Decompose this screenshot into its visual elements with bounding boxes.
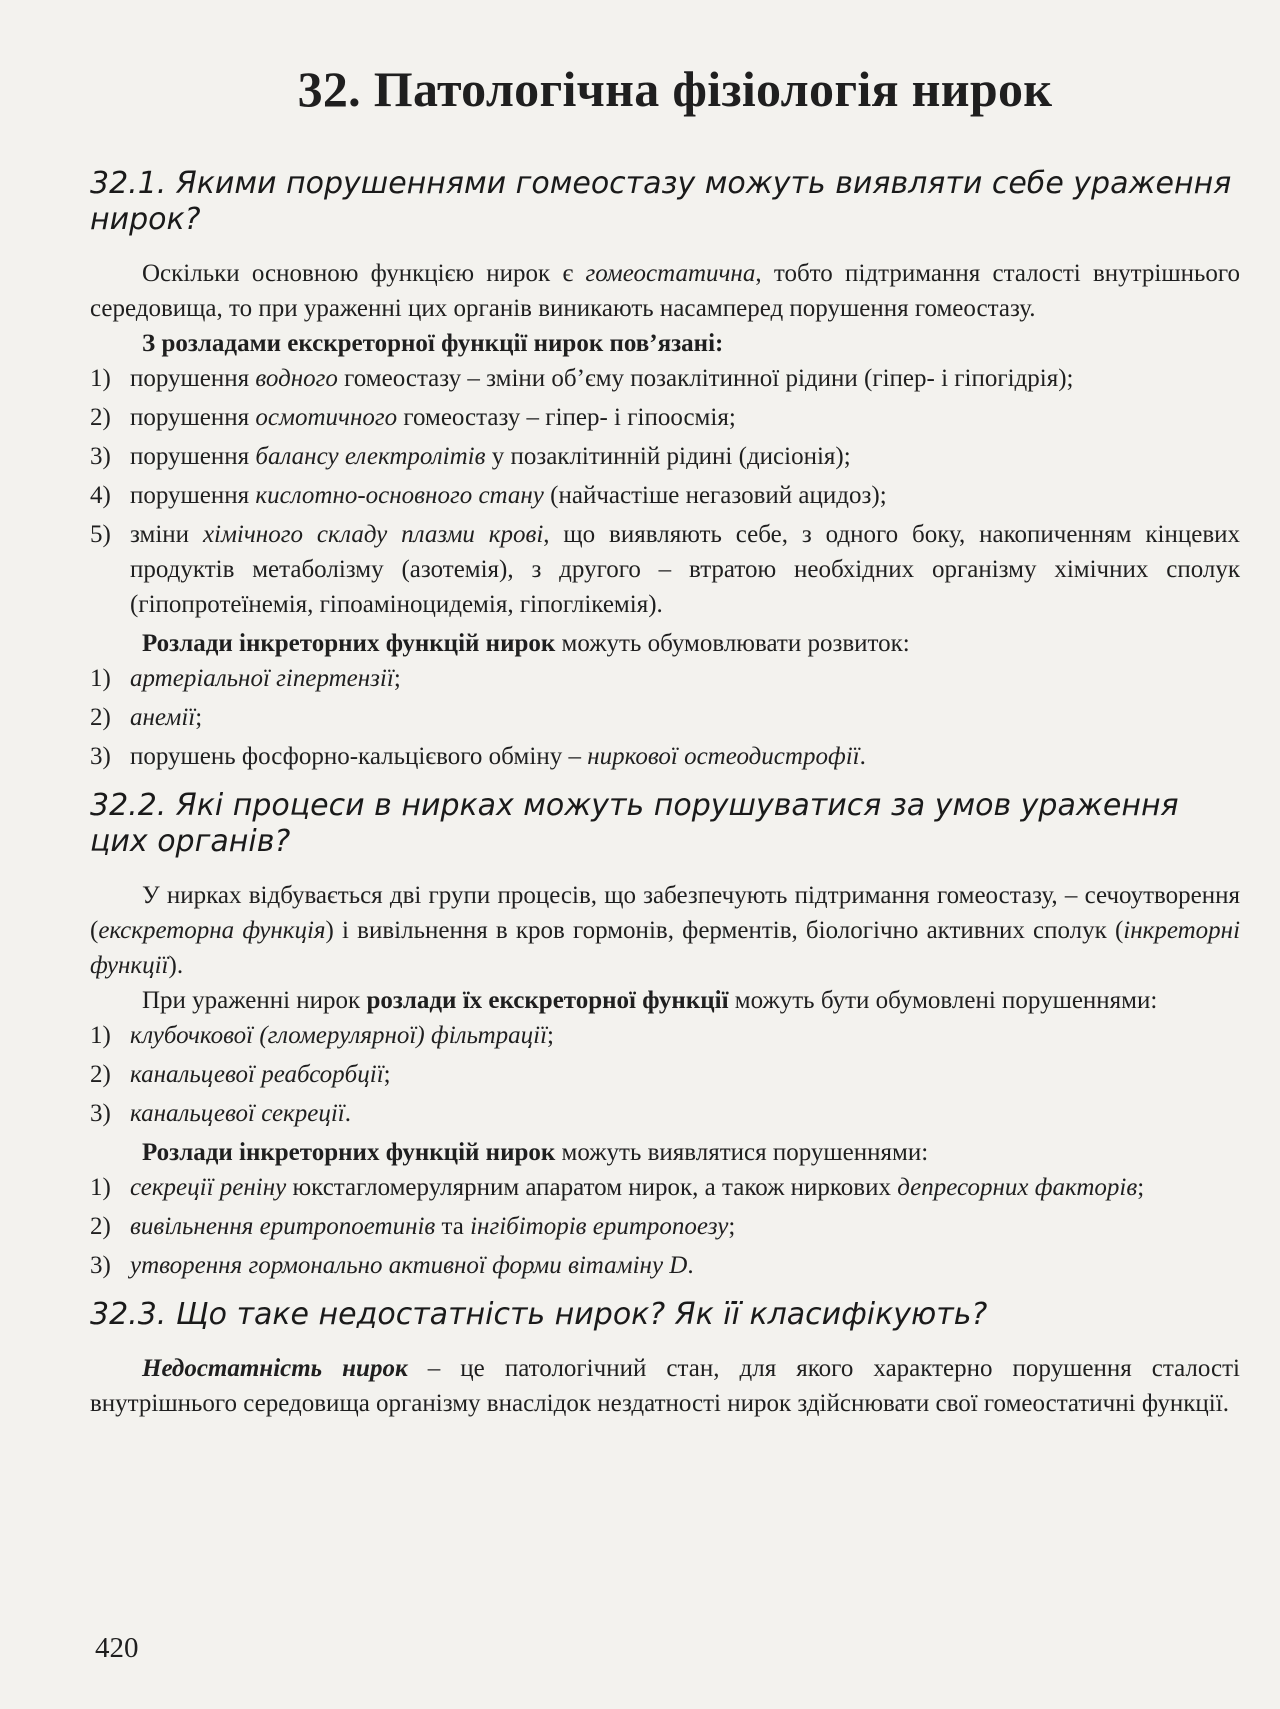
item-number: 5) <box>90 521 111 548</box>
list-item <box>90 517 1240 622</box>
text: ) і вивільнення в кров гормонів, ферментів, біологічно активних сполук ( <box>325 917 1124 944</box>
incretory-lead <box>90 626 1240 661</box>
text: . <box>859 743 866 770</box>
text: можуть обумовлювати розвиток: <box>555 630 910 657</box>
text: . <box>344 1100 351 1127</box>
emphasis: екскреторна функція <box>98 917 326 944</box>
emphasis: артеріальної гіпертензії <box>130 665 394 692</box>
text: ; <box>393 665 401 692</box>
emphasis: гомеостатична <box>585 260 756 287</box>
text: ; <box>728 1213 736 1240</box>
list-item <box>90 1170 1240 1205</box>
emphasis: водного <box>255 365 338 392</box>
item-number: 2) <box>90 1061 111 1088</box>
emphasis: вивільнення еритропоетинів <box>130 1213 436 1240</box>
list-item <box>90 1248 1240 1283</box>
text: можуть виявлятися порушеннями: <box>555 1139 929 1166</box>
page-number: 420 <box>95 1632 139 1664</box>
incretory-disorders-list <box>90 1170 1240 1283</box>
text: . <box>687 1252 694 1279</box>
bold-text: розлади їх екскреторної функції <box>366 987 729 1014</box>
excretory-disorders-list <box>90 1018 1240 1131</box>
text: ). <box>168 952 184 979</box>
emphasis: інкреторні функції <box>90 917 1241 979</box>
text: порушень фосфорно-кальцієвого обміну – <box>130 743 588 770</box>
chapter-title: 32. Патологічна фізіологія нирок <box>297 61 1053 117</box>
text: та <box>435 1213 471 1240</box>
emphasis: балансу електролітів <box>255 443 486 470</box>
list-item <box>90 661 1240 696</box>
emphasis: анемії <box>130 704 196 731</box>
emphasis: хімічного складу плазми крові <box>202 521 544 548</box>
text: ; <box>383 1061 391 1088</box>
paragraph-excretory-disorders <box>90 983 1240 1018</box>
paragraph-intro <box>90 256 1240 326</box>
text: ; <box>195 704 203 731</box>
text: порушення <box>130 365 256 392</box>
text: ; <box>1137 1174 1145 1201</box>
text: гомеостазу – зміни об’єму позаклітинної рідини (гіпер- і гіпогідрія); <box>337 365 1074 392</box>
list-item <box>90 1018 1240 1053</box>
paragraph-incretory-disorders <box>90 1135 1240 1170</box>
question-heading-32-3: 32.3. Що таке недостатність нирок? Як її класифікують? <box>90 1297 988 1332</box>
paragraph-renal-failure <box>90 1351 1240 1421</box>
list-item <box>90 1057 1240 1092</box>
paragraph-processes <box>90 878 1240 983</box>
text: порушення <box>130 482 256 509</box>
text: , тобто підтримання сталості внутрішнього середовища, то при ураженні цих органів виникають насамперед порушення гомеостазу. <box>90 260 1241 322</box>
text: гомеостазу – гіпер- і гіпоосмія; <box>397 404 736 431</box>
text: можуть бути обумовлені порушеннями: <box>728 987 1158 1014</box>
item-number: 4) <box>90 482 111 509</box>
item-number: 3) <box>90 1100 111 1127</box>
text: юкстагломерулярним апаратом нирок, а також ниркових <box>286 1174 898 1201</box>
emphasis: депресорних факторів <box>897 1174 1138 1201</box>
list-item <box>90 1096 1240 1131</box>
item-number: 2) <box>90 1213 111 1240</box>
item-number: 3) <box>90 743 111 770</box>
bold-text: Розлади інкреторних функцій нирок <box>142 1139 556 1166</box>
text: Оскільки основною функцією нирок є <box>142 260 586 287</box>
item-number: 2) <box>90 404 111 431</box>
text: (найчастіше негазовий ацидоз); <box>543 482 887 509</box>
incretory-list <box>90 661 1240 774</box>
excretory-lead: З розладами екскреторної функції нирок пов’язані: <box>142 330 724 357</box>
text: , що виявляють себе, з одного боку, накопиченням кінцевих продуктів метаболізму (азотемія), з другого – втратою необхідних організму хімічних сполук (гіпопротеїнемія, гіпоаміноцидемія, гіпоглікемія). <box>130 521 1241 618</box>
text: порушення <box>130 404 256 431</box>
list-item <box>90 1209 1240 1244</box>
list-item <box>90 439 1240 474</box>
list-item <box>90 361 1240 396</box>
emphasis: кислотно-основного стану <box>255 482 544 509</box>
list-item <box>90 478 1240 513</box>
item-number: 1) <box>90 365 111 392</box>
item-number: 1) <box>90 665 111 692</box>
excretory-list <box>90 361 1240 622</box>
text: зміни <box>130 521 203 548</box>
text: У нирках відбувається дві групи процесів, що забезпечують підтримання гомеостазу, – сечоутворення ( <box>90 882 1240 944</box>
emphasis: інгібіторів еритропоезу <box>470 1213 729 1240</box>
item-number: 2) <box>90 704 111 731</box>
emphasis: канальцевої реабсорбції <box>130 1061 384 1088</box>
emphasis: ниркової остеодистрофії <box>587 743 860 770</box>
item-number: 1) <box>90 1022 111 1049</box>
item-number: 3) <box>90 443 111 470</box>
list-item <box>90 739 1240 774</box>
emphasis: канальцевої секреції <box>130 1100 345 1127</box>
item-number: 1) <box>90 1174 111 1201</box>
emphasis: утворення гормонально активної форми вітаміну D <box>130 1252 688 1279</box>
question-heading-32-1: 32.1. Якими порушеннями гомеостазу можуть виявляти себе ураження нирок? <box>90 166 1232 237</box>
emphasis: осмотичного <box>255 404 398 431</box>
emphasis: секреції реніну <box>130 1174 287 1201</box>
list-item <box>90 400 1240 435</box>
bold-text: Розлади інкреторних функцій нирок <box>142 630 556 657</box>
emphasis: клубочкової (гломерулярної) фільтрації <box>130 1022 548 1049</box>
list-item <box>90 700 1240 735</box>
question-heading-32-2: 32.2. Які процеси в нирках можуть порушуватися за умов ураження цих органів? <box>90 788 1179 859</box>
text: ; <box>547 1022 554 1049</box>
text: При ураженні нирок <box>142 987 367 1014</box>
bold-italic-term: Недостатність нирок <box>142 1355 408 1382</box>
item-number: 3) <box>90 1252 111 1279</box>
text: у позаклітинній рідині (дисіонія); <box>485 443 851 470</box>
text: порушення <box>130 443 256 470</box>
text: – це патологічний стан, для якого характерно порушення сталості внутрішнього середовища організму внаслідок нездатності нирок здійснювати свої гомеостатичні функції. <box>90 1355 1240 1417</box>
